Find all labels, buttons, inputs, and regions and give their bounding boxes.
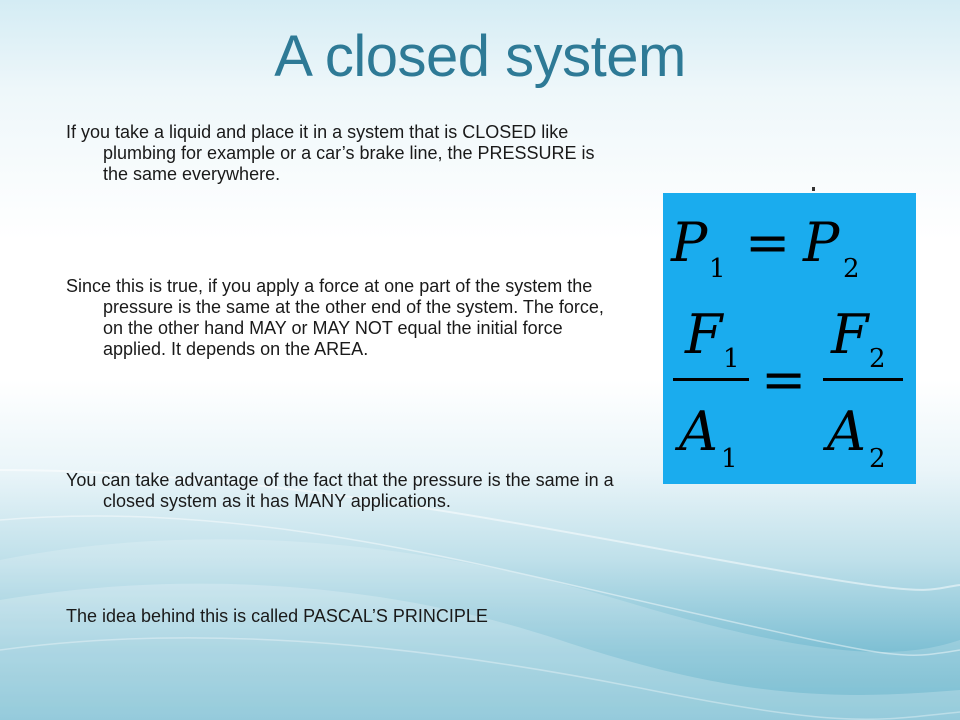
formula-a-right-sub: 2: [869, 444, 886, 474]
formula-equals-2: =: [761, 348, 807, 411]
formula-a-left: A: [679, 400, 718, 463]
formula-equals-1: =: [745, 211, 791, 274]
pascal-formula-image: [663, 193, 916, 484]
body-paragraph-pascals-principle: The idea behind this is called PASCAL’S PRINCIPLE: [66, 606, 488, 626]
body-paragraph-force-area: Since this is true, if you apply a force at one part of the system the pressure is the same at the other end of the system. The force, on the other hand MAY or MAY NOT equal the initial force applied. It depends on the AREA.: [66, 276, 604, 359]
formula-p-right: P: [803, 211, 840, 274]
formula-f-left-sub: 1: [723, 344, 740, 374]
fraction-bar-right: [823, 378, 903, 381]
slide-title: A closed system: [274, 24, 686, 89]
formula-p-left: P: [671, 211, 708, 274]
body-paragraph-closed-system: If you take a liquid and place it in a system that is CLOSED like plumbing for example or a car’s brake line, the PRESSURE is the same everywhere.: [66, 122, 595, 184]
formula-p-left-sub: 1: [709, 254, 726, 284]
body-paragraph-applications: You can take advantage of the fact that the pressure is the same in a closed system as it has MANY applications.: [66, 470, 614, 511]
stray-mark: [812, 187, 815, 191]
formula-f-right-sub: 2: [869, 344, 886, 374]
formula-a-left-sub: 1: [721, 444, 738, 474]
formula-a-right: A: [827, 400, 866, 463]
formula-p-right-sub: 2: [843, 254, 860, 284]
formula-f-right: F: [831, 303, 869, 366]
fraction-bar-left: [673, 378, 749, 381]
formula-f-left: F: [685, 303, 723, 366]
